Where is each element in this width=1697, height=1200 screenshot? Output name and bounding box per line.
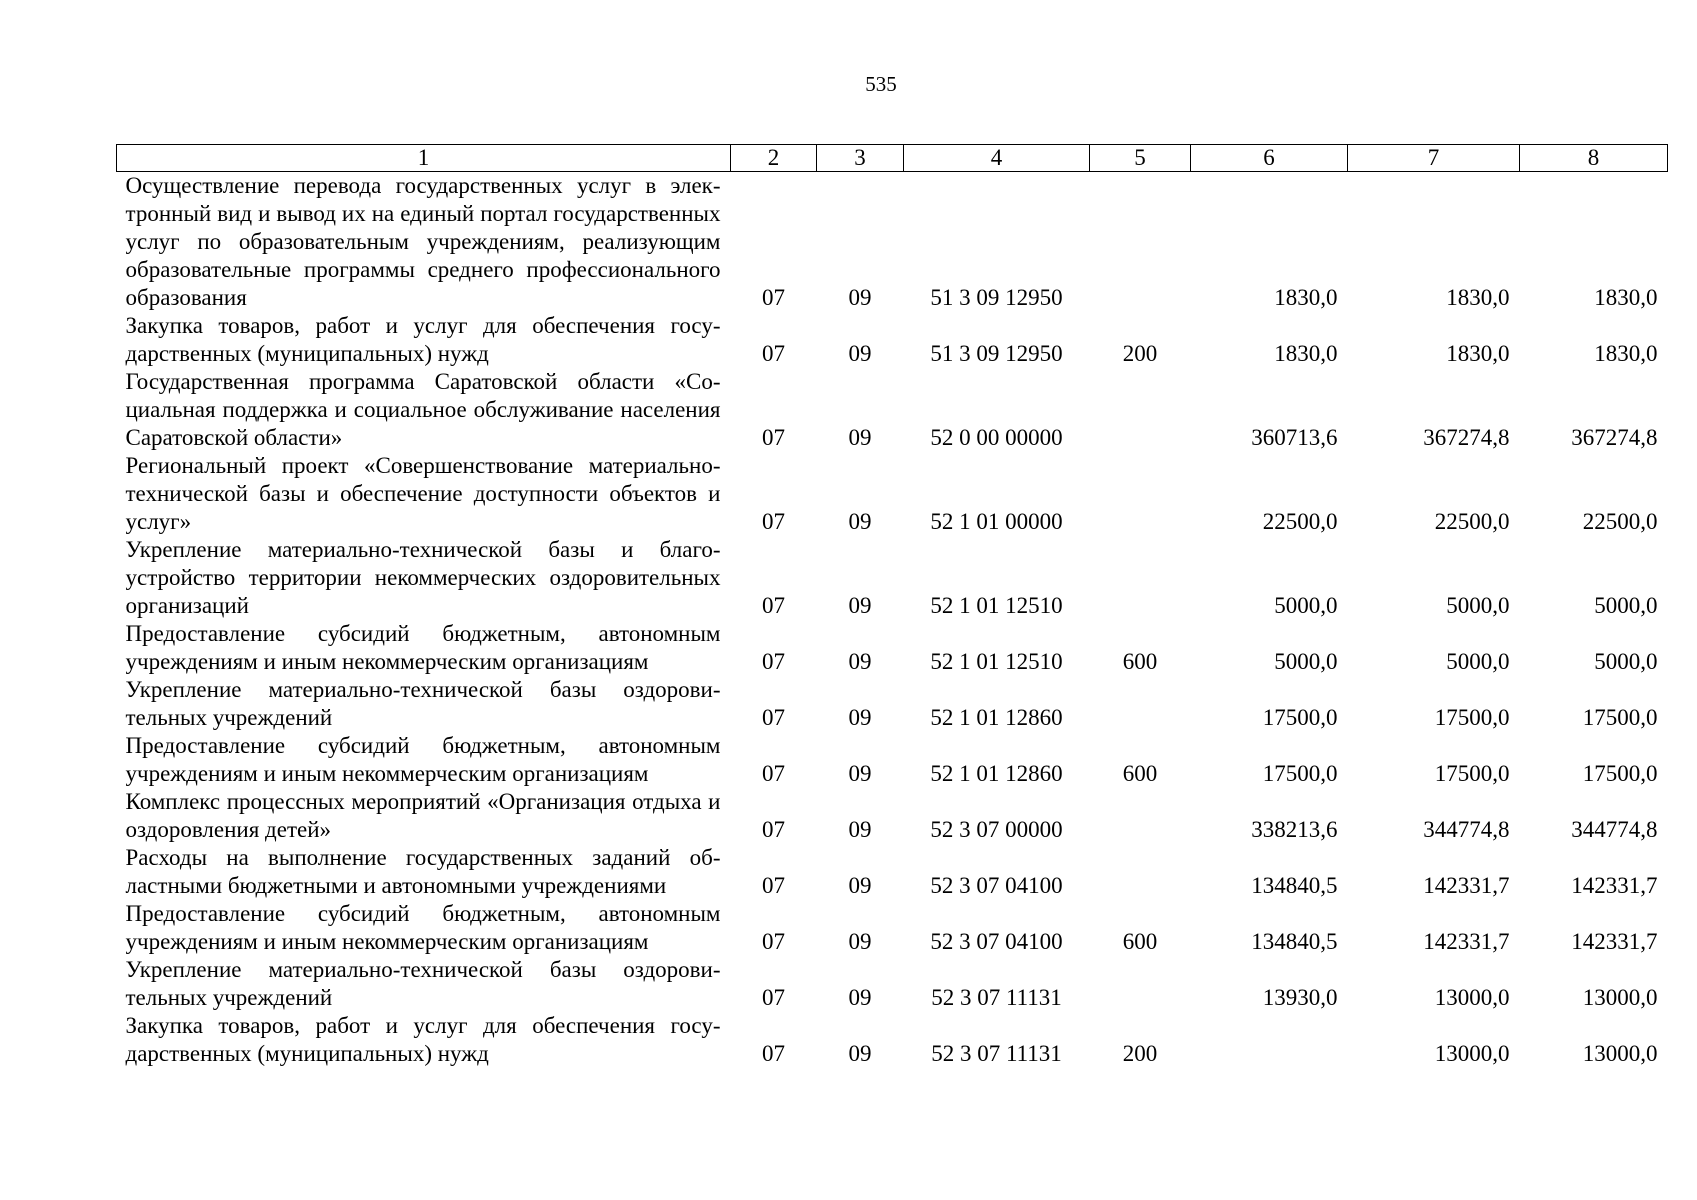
row-amount-col-8: 5000,0 [1594, 649, 1658, 674]
row-name: Укрепление материально-технической базы оздоровительных учреждений [125, 677, 721, 730]
row-target-code: 52 1 01 12860 [930, 705, 1063, 730]
row-target-code: 52 0 00 00000 [930, 425, 1063, 450]
row-name: Региональный проект «Совершенствование материально-технической базы и обеспечение доступности объектов и услуг» [125, 453, 721, 534]
row-amount-col-6: 338213,6 [1251, 817, 1338, 842]
header-col-1: 1 [117, 145, 731, 172]
row-subsection: 09 [848, 705, 872, 730]
row-amount-col-7: 142331,7 [1423, 873, 1510, 898]
row-subsection: 09 [848, 649, 872, 674]
row-section: 07 [762, 817, 785, 842]
row-expense-type [1090, 676, 1191, 732]
row-subsection: 09 [848, 817, 872, 842]
table-row [117, 312, 1668, 368]
row-expense-type [1090, 536, 1191, 620]
row-subsection: 09 [848, 761, 872, 786]
row-name: Комплекс процессных мероприятий «Организация отдыха и оздоровления детей» [125, 789, 721, 842]
row-amount-col-6: 13930,0 [1262, 985, 1338, 1010]
row-amount-col-8: 5000,0 [1594, 593, 1658, 618]
row-expense-type: 600 [1122, 929, 1158, 954]
table-row [117, 788, 1668, 844]
row-amount-col-6: 134840,5 [1251, 929, 1338, 954]
row-amount-col-8: 142331,7 [1571, 873, 1658, 898]
row-name: Осуществление перевода государственных услуг в электронный вид и вывод их на единый портал государственных услуг по образовательным учреждениям, реализующим образовательные программы среднего профессионального образования [125, 173, 721, 310]
row-expense-type [1090, 844, 1191, 900]
row-section: 07 [762, 873, 785, 898]
row-amount-col-6 [1191, 1012, 1348, 1068]
row-amount-col-7: 142331,7 [1423, 929, 1510, 954]
row-amount-col-8: 1830,0 [1594, 285, 1658, 310]
row-expense-type [1090, 452, 1191, 536]
header-col-5: 5 [1090, 145, 1191, 172]
table-header-row [117, 145, 1668, 172]
row-expense-type: 200 [1122, 1041, 1158, 1066]
row-section: 07 [762, 593, 785, 618]
row-amount-col-8: 13000,0 [1582, 985, 1658, 1010]
table-row [117, 1012, 1668, 1068]
row-expense-type: 600 [1122, 649, 1158, 674]
header-col-4: 4 [904, 145, 1090, 172]
row-amount-col-6: 134840,5 [1251, 873, 1338, 898]
row-subsection: 09 [848, 1041, 872, 1066]
table-row [117, 844, 1668, 900]
row-amount-col-7: 367274,8 [1423, 425, 1510, 450]
row-target-code: 51 3 09 12950 [930, 285, 1063, 310]
row-name: Расходы на выполнение государственных заданий областными бюджетными и автономными учреждениями [125, 845, 721, 898]
row-amount-col-7: 13000,0 [1434, 1041, 1510, 1066]
row-section: 07 [762, 1041, 785, 1066]
row-target-code: 52 1 01 12860 [930, 761, 1063, 786]
row-subsection: 09 [848, 425, 872, 450]
row-section: 07 [762, 985, 785, 1010]
row-target-code: 52 3 07 04100 [930, 929, 1063, 954]
row-subsection: 09 [848, 873, 872, 898]
row-amount-col-6: 5000,0 [1274, 593, 1338, 618]
row-subsection: 09 [848, 285, 872, 310]
row-section: 07 [762, 341, 785, 366]
row-subsection: 09 [848, 509, 872, 534]
row-amount-col-8: 17500,0 [1582, 761, 1658, 786]
row-amount-col-7: 5000,0 [1446, 593, 1510, 618]
row-section: 07 [762, 509, 785, 534]
row-amount-col-6: 22500,0 [1262, 509, 1338, 534]
row-amount-col-7: 1830,0 [1446, 341, 1510, 366]
table-row [117, 676, 1668, 732]
row-name: Государственная программа Саратовской области «Социальная поддержка и социальное обслуживание населения Саратовской области» [125, 369, 721, 450]
row-target-code: 52 3 07 11131 [931, 1041, 1062, 1066]
table-row [117, 452, 1668, 536]
row-target-code: 52 3 07 04100 [930, 873, 1063, 898]
row-expense-type [1090, 788, 1191, 844]
row-name: Укрепление материально-технической базы оздоровительных учреждений [125, 957, 721, 1010]
row-amount-col-6: 17500,0 [1262, 761, 1338, 786]
table-row [117, 732, 1668, 788]
row-amount-col-6: 360713,6 [1251, 425, 1338, 450]
row-expense-type: 600 [1122, 761, 1158, 786]
row-amount-col-6: 1830,0 [1274, 341, 1338, 366]
row-name: Предоставление субсидий бюджетным, автономным учреждениям и иным некоммерческим организациям [125, 901, 721, 954]
row-target-code: 52 1 01 12510 [930, 593, 1063, 618]
table-row [117, 956, 1668, 1012]
row-amount-col-7: 344774,8 [1423, 817, 1510, 842]
row-subsection: 09 [848, 985, 872, 1010]
table-row [117, 536, 1668, 620]
table-row [117, 900, 1668, 956]
table-row [117, 368, 1668, 452]
row-expense-type [1090, 368, 1191, 452]
row-section: 07 [762, 929, 785, 954]
row-amount-col-7: 17500,0 [1434, 761, 1510, 786]
row-target-code: 52 3 07 00000 [930, 817, 1063, 842]
row-amount-col-7: 13000,0 [1434, 985, 1510, 1010]
header-col-7: 7 [1348, 145, 1520, 172]
row-amount-col-8: 367274,8 [1571, 425, 1658, 450]
row-name: Укрепление материально-технической базы и благоустройство территории некоммерческих оздоровительных организаций [125, 537, 721, 618]
row-target-code: 51 3 09 12950 [930, 341, 1063, 366]
row-amount-col-8: 142331,7 [1571, 929, 1658, 954]
header-col-2: 2 [731, 145, 817, 172]
row-section: 07 [762, 705, 785, 730]
row-amount-col-8: 344774,8 [1571, 817, 1658, 842]
row-amount-col-6: 1830,0 [1274, 285, 1338, 310]
row-section: 07 [762, 285, 785, 310]
row-target-code: 52 3 07 11131 [931, 985, 1062, 1010]
row-section: 07 [762, 649, 785, 674]
row-expense-type: 200 [1122, 341, 1158, 366]
row-name: Закупка товаров, работ и услуг для обеспечения государственных (муниципальных) нужд [125, 313, 721, 366]
row-amount-col-8: 13000,0 [1582, 1041, 1658, 1066]
row-subsection: 09 [848, 341, 872, 366]
header-col-6: 6 [1191, 145, 1348, 172]
row-amount-col-7: 22500,0 [1434, 509, 1510, 534]
row-subsection: 09 [848, 929, 872, 954]
row-name: Предоставление субсидий бюджетным, автономным учреждениям и иным некоммерческим организациям [125, 733, 721, 786]
row-amount-col-8: 17500,0 [1582, 705, 1658, 730]
row-section: 07 [762, 425, 785, 450]
row-name: Предоставление субсидий бюджетным, автономным учреждениям и иным некоммерческим организациям [125, 621, 721, 674]
row-amount-col-7: 5000,0 [1446, 649, 1510, 674]
row-amount-col-7: 17500,0 [1434, 705, 1510, 730]
table-row [117, 172, 1668, 313]
row-amount-col-7: 1830,0 [1446, 285, 1510, 310]
row-amount-col-6: 5000,0 [1274, 649, 1338, 674]
row-expense-type [1090, 956, 1191, 1012]
budget-table [116, 144, 1668, 1068]
row-target-code: 52 1 01 12510 [930, 649, 1063, 674]
table-row [117, 620, 1668, 676]
row-amount-col-6: 17500,0 [1262, 705, 1338, 730]
header-col-8: 8 [1520, 145, 1668, 172]
row-target-code: 52 1 01 00000 [930, 509, 1063, 534]
row-section: 07 [762, 761, 785, 786]
row-name: Закупка товаров, работ и услуг для обеспечения государственных (муниципальных) нужд [125, 1013, 721, 1066]
header-col-3: 3 [817, 145, 904, 172]
page-number: 535 [865, 72, 897, 96]
row-amount-col-8: 22500,0 [1582, 509, 1658, 534]
row-amount-col-8: 1830,0 [1594, 341, 1658, 366]
row-subsection: 09 [848, 593, 872, 618]
row-expense-type [1090, 172, 1191, 313]
